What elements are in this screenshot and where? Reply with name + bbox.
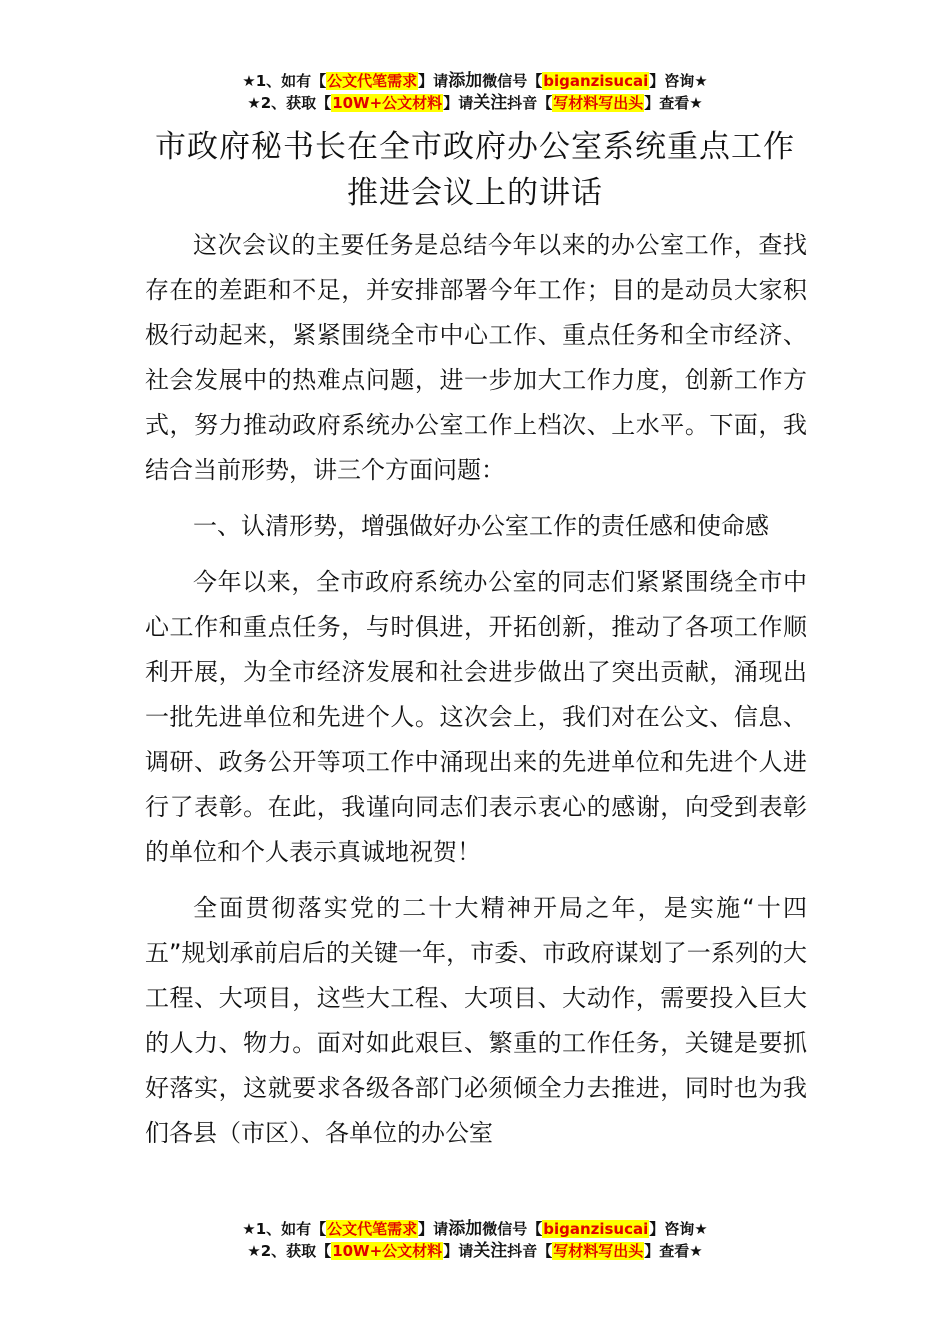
banner-line-2: ★2、获取【10W+公文材料】请关注抖音【写材料写出头】查看★ xyxy=(247,93,703,113)
highlight-wechat-id: biganzisucai xyxy=(543,72,649,90)
section-heading-1: 一、认清形势，增强做好办公室工作的责任感和使命感 xyxy=(193,512,769,540)
highlight-materials: 10W+公文材料 xyxy=(332,94,443,112)
document-body xyxy=(145,223,807,1167)
highlight-materials: 10W+公文材料 xyxy=(332,1242,443,1260)
paragraph-tasks: 全面贯彻落实党的二十大精神开局之年，是实施“十四五”规划承前启后的关键一年，市委、市政府谋划了一系列的大工程、大项目，这些大工程、大项目、大动作，需要投入巨大的人力、物力。面对如此艰巨、繁重的工作任务，关键是要抓好落实，这就要求各级各部门必须倾全力去推进，同时也为我们各县（市区）、各单位的办公室 xyxy=(145,894,807,1147)
highlight-douyin: 写材料写出头 xyxy=(553,1242,644,1260)
highlight-wechat-id: biganzisucai xyxy=(543,1220,649,1238)
banner-line-1: ★1、如有【公文代笔需求】请添加微信号【biganzisucai】咨询★ xyxy=(242,1219,708,1239)
highlight-service: 公文代笔需求 xyxy=(327,72,418,90)
paragraph-intro: 这次会议的主要任务是总结今年以来的办公室工作，查找存在的差距和不足，并安排部署今年工作；目的是动员大家积极行动起来，紧紧围绕全市中心工作、重点任务和全市经济、社会发展中的热难点问题，进一步加大工作力度，创新工作方式，努力推动政府系统办公室工作上档次、上水平。下面，我结合当前形势，讲三个方面问题： xyxy=(145,231,807,484)
footer-banner xyxy=(0,1218,950,1262)
document-title: 市政府秘书长在全市政府办公室系统重点工作推进会议上的讲话 xyxy=(155,129,795,211)
banner-line-1: ★1、如有【公文代笔需求】请添加微信号【biganzisucai】咨询★ xyxy=(242,71,708,91)
highlight-douyin: 写材料写出头 xyxy=(553,94,644,112)
paragraph-achievements: 今年以来，全市政府系统办公室的同志们紧紧围绕全市中心工作和重点任务，与时俱进，开拓创新，推动了各项工作顺利开展，为全市经济发展和社会进步做出了突出贡献，涌现出一批先进单位和先进个人。这次会上，我们对在公文、信息、调研、政务公开等项工作中涌现出来的先进单位和先进个人进行了表彰。在此，我谨向同志们表示衷心的感谢，向受到表彰的单位和个人表示真诚地祝贺！ xyxy=(145,568,807,866)
banner-line-2: ★2、获取【10W+公文材料】请关注抖音【写材料写出头】查看★ xyxy=(247,1241,703,1261)
header-banner xyxy=(0,70,950,114)
highlight-service: 公文代笔需求 xyxy=(327,1220,418,1238)
